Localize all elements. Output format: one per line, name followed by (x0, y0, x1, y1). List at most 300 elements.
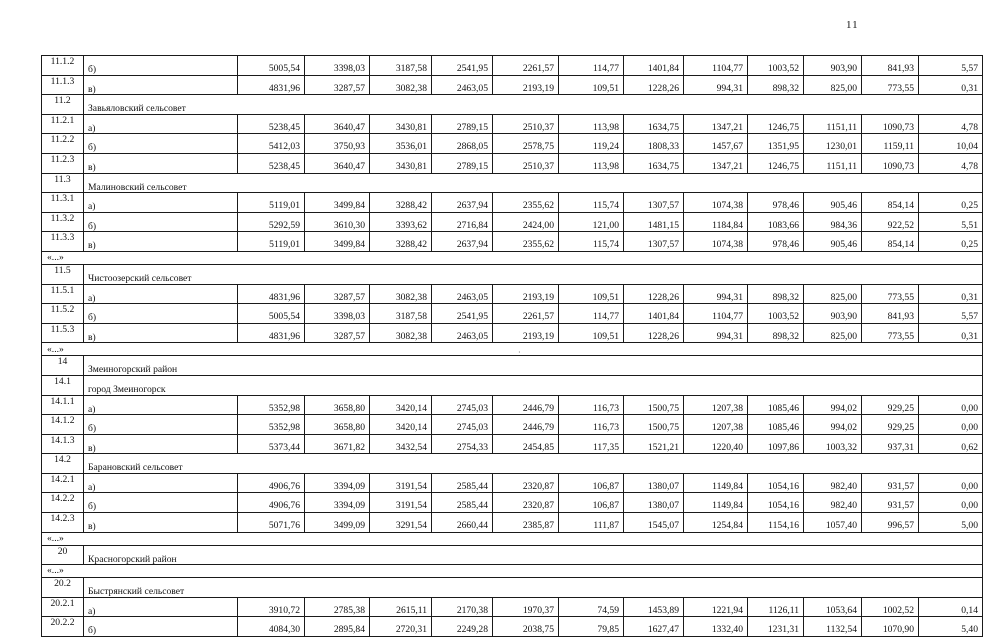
value-cell: 929,25 (862, 415, 919, 435)
section-title: город Змеиногорск (84, 375, 983, 395)
value-cell: 1159,11 (862, 134, 919, 154)
section-code: 11.3 (42, 173, 84, 193)
value-cell: 1090,73 (862, 114, 919, 134)
value-cell: 2463,05 (432, 75, 493, 95)
value-cell: 929,25 (862, 395, 919, 415)
value-cell: 854,14 (862, 193, 919, 213)
ellipsis-row (42, 251, 983, 264)
value-cell: 3287,57 (305, 75, 370, 95)
value-cell: 121,00 (559, 212, 624, 232)
value-cell: 1228,26 (624, 323, 684, 343)
page-number: 11 (846, 19, 859, 31)
value-cell: 0,31 (919, 75, 983, 95)
value-cell: 1521,21 (624, 434, 684, 454)
value-cell: 903,90 (804, 304, 862, 324)
value-cell: 79,85 (559, 617, 624, 637)
value-cell: 2789,15 (432, 114, 493, 134)
value-cell: 1090,73 (862, 153, 919, 173)
value-cell: 1808,33 (624, 134, 684, 154)
value-cell: 3640,47 (305, 153, 370, 173)
value-cell: 2785,38 (305, 597, 370, 617)
value-cell: 5005,54 (238, 56, 305, 76)
section-code: 20 (42, 545, 84, 565)
value-cell: 996,57 (862, 513, 919, 533)
value-cell: 1634,75 (624, 114, 684, 134)
value-cell: 1104,77 (684, 56, 748, 76)
section-heading-row (42, 578, 983, 598)
value-cell: 982,40 (804, 473, 862, 493)
table-row (42, 56, 983, 76)
row-code: 14.1.1 (42, 395, 84, 415)
value-cell: 3398,03 (305, 304, 370, 324)
value-cell: 2789,15 (432, 153, 493, 173)
value-cell: 905,46 (804, 193, 862, 213)
row-code: 11.3.2 (42, 212, 84, 232)
table-row (42, 134, 983, 154)
row-code: 11.1.3 (42, 75, 84, 95)
value-cell: 3499,09 (305, 513, 370, 533)
value-cell: 1053,64 (804, 597, 862, 617)
value-cell: 1246,75 (748, 153, 804, 173)
value-cell: 114,77 (559, 304, 624, 324)
value-cell: 3187,58 (370, 56, 432, 76)
value-cell: 0,00 (919, 415, 983, 435)
value-cell: 2249,28 (432, 617, 493, 637)
value-cell: 2454,85 (493, 434, 559, 454)
value-cell: 1457,67 (684, 134, 748, 154)
value-cell: 3499,84 (305, 193, 370, 213)
value-cell: 1307,57 (624, 232, 684, 252)
table-row (42, 323, 983, 343)
row-code: 14.1.2 (42, 415, 84, 435)
section-heading-row (42, 95, 983, 115)
section-title: Быстрянский сельсовет (84, 578, 983, 598)
value-cell: 2510,37 (493, 153, 559, 173)
value-cell: 1221,94 (684, 597, 748, 617)
row-code: 14.1.3 (42, 434, 84, 454)
value-cell: 2615,11 (370, 597, 432, 617)
value-cell: 2754,33 (432, 434, 493, 454)
section-code: 14 (42, 356, 84, 376)
value-cell: 1070,90 (862, 617, 919, 637)
value-cell: 978,46 (748, 193, 804, 213)
value-cell: 922,52 (862, 212, 919, 232)
table-row (42, 415, 983, 435)
value-cell: 1097,86 (748, 434, 804, 454)
table-row (42, 114, 983, 134)
ellipsis-marker: «...» (42, 565, 983, 578)
value-cell: 0,14 (919, 597, 983, 617)
value-cell: 5119,01 (238, 193, 305, 213)
value-cell: 3082,38 (370, 75, 432, 95)
value-cell: 109,51 (559, 323, 624, 343)
value-cell: 3671,82 (305, 434, 370, 454)
value-cell: 2261,57 (493, 56, 559, 76)
row-label: б) (84, 134, 238, 154)
value-cell: 1154,16 (748, 513, 804, 533)
value-cell: 2585,44 (432, 473, 493, 493)
value-cell: 2193,19 (493, 284, 559, 304)
table-row (42, 153, 983, 173)
value-cell: 1151,11 (804, 153, 862, 173)
value-cell: 3394,09 (305, 493, 370, 513)
value-cell: 109,51 (559, 284, 624, 304)
value-cell: 4906,76 (238, 493, 305, 513)
table-row (42, 617, 983, 637)
value-cell: 2355,62 (493, 193, 559, 213)
section-title: Барановский сельсовет (84, 454, 983, 474)
row-label: б) (84, 493, 238, 513)
section-title: Чистоозерский сельсовет (84, 264, 983, 284)
value-cell: 0,00 (919, 473, 983, 493)
row-label: а) (84, 597, 238, 617)
value-cell: 2320,87 (493, 473, 559, 493)
row-label: а) (84, 284, 238, 304)
row-label: б) (84, 212, 238, 232)
scan-speck: · (518, 348, 521, 357)
value-cell: 3430,81 (370, 153, 432, 173)
value-cell: 0,00 (919, 395, 983, 415)
value-cell: 3536,01 (370, 134, 432, 154)
row-label: а) (84, 473, 238, 493)
row-label: б) (84, 304, 238, 324)
value-cell: 905,46 (804, 232, 862, 252)
value-cell: 3658,80 (305, 415, 370, 435)
value-cell: 2541,95 (432, 304, 493, 324)
value-cell: 5412,03 (238, 134, 305, 154)
section-code: 20.2 (42, 578, 84, 598)
value-cell: 113,98 (559, 114, 624, 134)
value-cell: 1246,75 (748, 114, 804, 134)
value-cell: 3398,03 (305, 56, 370, 76)
value-cell: 994,31 (684, 284, 748, 304)
value-cell: 1149,84 (684, 473, 748, 493)
value-cell: 978,46 (748, 232, 804, 252)
row-code: 14.2.3 (42, 513, 84, 533)
value-cell: 3910,72 (238, 597, 305, 617)
ellipsis-row (42, 565, 983, 578)
value-cell: 5,57 (919, 56, 983, 76)
value-cell: 5238,45 (238, 114, 305, 134)
value-cell: 3499,84 (305, 232, 370, 252)
value-cell: 1054,16 (748, 473, 804, 493)
value-cell: 4,78 (919, 153, 983, 173)
value-cell: 1149,84 (684, 493, 748, 513)
section-heading-row (42, 264, 983, 284)
value-cell: 841,93 (862, 56, 919, 76)
section-heading-row (42, 356, 983, 376)
value-cell: 1074,38 (684, 193, 748, 213)
value-cell: 2510,37 (493, 114, 559, 134)
value-cell: 984,36 (804, 212, 862, 232)
value-cell: 4,78 (919, 114, 983, 134)
table-row (42, 212, 983, 232)
value-cell: 2170,38 (432, 597, 493, 617)
section-code: 14.1 (42, 375, 84, 395)
value-cell: 898,32 (748, 75, 804, 95)
value-cell: 1380,07 (624, 473, 684, 493)
row-code: 11.5.2 (42, 304, 84, 324)
value-cell: 5005,54 (238, 304, 305, 324)
value-cell: 994,31 (684, 323, 748, 343)
value-cell: 2355,62 (493, 232, 559, 252)
value-cell: 1003,32 (804, 434, 862, 454)
value-cell: 2463,05 (432, 323, 493, 343)
ellipsis-row (42, 343, 983, 356)
value-cell: 0,62 (919, 434, 983, 454)
value-cell: 1228,26 (624, 75, 684, 95)
value-cell: 3610,30 (305, 212, 370, 232)
value-cell: 10,04 (919, 134, 983, 154)
value-cell: 3187,58 (370, 304, 432, 324)
value-cell: 2385,87 (493, 513, 559, 533)
value-cell: 111,87 (559, 513, 624, 533)
value-cell: 0,31 (919, 323, 983, 343)
row-code: 11.2.2 (42, 134, 84, 154)
value-cell: 109,51 (559, 75, 624, 95)
value-cell: 5119,01 (238, 232, 305, 252)
value-cell: 1401,84 (624, 56, 684, 76)
value-cell: 1230,01 (804, 134, 862, 154)
value-cell: 1453,89 (624, 597, 684, 617)
value-cell: 1347,21 (684, 153, 748, 173)
value-cell: 1970,37 (493, 597, 559, 617)
table-row (42, 473, 983, 493)
value-cell: 5292,59 (238, 212, 305, 232)
table-row (42, 513, 983, 533)
row-label: в) (84, 323, 238, 343)
value-cell: 1057,40 (804, 513, 862, 533)
row-code: 11.1.2 (42, 56, 84, 76)
value-cell: 3291,54 (370, 513, 432, 533)
value-cell: 1003,52 (748, 56, 804, 76)
value-cell: 1500,75 (624, 415, 684, 435)
value-cell: 4906,76 (238, 473, 305, 493)
row-label: б) (84, 415, 238, 435)
value-cell: 3288,42 (370, 193, 432, 213)
value-cell: 117,35 (559, 434, 624, 454)
value-cell: 3393,62 (370, 212, 432, 232)
value-cell: 2193,19 (493, 323, 559, 343)
value-cell: 115,74 (559, 193, 624, 213)
value-cell: 1347,21 (684, 114, 748, 134)
value-cell: 854,14 (862, 232, 919, 252)
value-cell: 2261,57 (493, 304, 559, 324)
value-cell: 1074,38 (684, 232, 748, 252)
value-cell: 1083,66 (748, 212, 804, 232)
value-cell: 3191,54 (370, 493, 432, 513)
value-cell: 1085,46 (748, 415, 804, 435)
value-cell: 2320,87 (493, 493, 559, 513)
value-cell: 1002,52 (862, 597, 919, 617)
value-cell: 2446,79 (493, 415, 559, 435)
value-cell: 106,87 (559, 493, 624, 513)
value-cell: 3191,54 (370, 473, 432, 493)
value-cell: 3287,57 (305, 284, 370, 304)
value-cell: 3420,14 (370, 415, 432, 435)
value-cell: 4831,96 (238, 284, 305, 304)
row-code: 11.3.3 (42, 232, 84, 252)
value-cell: 1085,46 (748, 395, 804, 415)
value-cell: 3287,57 (305, 323, 370, 343)
value-cell: 1401,84 (624, 304, 684, 324)
table-row (42, 434, 983, 454)
value-cell: 5,57 (919, 304, 983, 324)
value-cell: 2895,84 (305, 617, 370, 637)
table-body (42, 56, 983, 637)
value-cell: 1332,40 (684, 617, 748, 637)
table-row (42, 395, 983, 415)
value-cell: 2038,75 (493, 617, 559, 637)
value-cell: 2716,84 (432, 212, 493, 232)
value-cell: 113,98 (559, 153, 624, 173)
value-cell: 3082,38 (370, 323, 432, 343)
value-cell: 825,00 (804, 75, 862, 95)
row-label: в) (84, 434, 238, 454)
value-cell: 931,57 (862, 493, 919, 513)
value-cell: 1545,07 (624, 513, 684, 533)
section-code: 11.5 (42, 264, 84, 284)
row-code: 14.2.2 (42, 493, 84, 513)
value-cell: 1220,40 (684, 434, 748, 454)
value-cell: 5,40 (919, 617, 983, 637)
row-code: 11.5.3 (42, 323, 84, 343)
value-cell: 5352,98 (238, 395, 305, 415)
table-row (42, 193, 983, 213)
value-cell: 1351,95 (748, 134, 804, 154)
value-cell: 2585,44 (432, 493, 493, 513)
value-cell: 1634,75 (624, 153, 684, 173)
value-cell: 3394,09 (305, 473, 370, 493)
value-cell: 982,40 (804, 493, 862, 513)
value-cell: 898,32 (748, 284, 804, 304)
value-cell: 825,00 (804, 284, 862, 304)
value-cell: 1003,52 (748, 304, 804, 324)
value-cell: 114,77 (559, 56, 624, 76)
value-cell: 106,87 (559, 473, 624, 493)
value-cell: 2463,05 (432, 284, 493, 304)
value-cell: 937,31 (862, 434, 919, 454)
value-cell: 2637,94 (432, 193, 493, 213)
row-label: а) (84, 395, 238, 415)
row-label: в) (84, 232, 238, 252)
value-cell: 3430,81 (370, 114, 432, 134)
row-label: в) (84, 513, 238, 533)
value-cell: 1126,11 (748, 597, 804, 617)
value-cell: 3420,14 (370, 395, 432, 415)
table-row (42, 284, 983, 304)
table-row (42, 232, 983, 252)
value-cell: 773,55 (862, 284, 919, 304)
value-cell: 2745,03 (432, 415, 493, 435)
value-cell: 5352,98 (238, 415, 305, 435)
value-cell: 773,55 (862, 75, 919, 95)
value-cell: 1054,16 (748, 493, 804, 513)
tariff-table-container (41, 55, 978, 637)
value-cell: 3750,93 (305, 134, 370, 154)
ellipsis-marker: «...» (42, 343, 983, 356)
value-cell: 2720,31 (370, 617, 432, 637)
value-cell: 1207,38 (684, 395, 748, 415)
value-cell: 1254,84 (684, 513, 748, 533)
ellipsis-marker: «...» (42, 251, 983, 264)
table-row (42, 493, 983, 513)
value-cell: 1132,54 (804, 617, 862, 637)
row-code: 11.3.1 (42, 193, 84, 213)
section-heading-row (42, 454, 983, 474)
row-code: 11.2.1 (42, 114, 84, 134)
value-cell: 2193,19 (493, 75, 559, 95)
section-title: Змеиногорский район (84, 356, 983, 376)
value-cell: 1184,84 (684, 212, 748, 232)
value-cell: 2745,03 (432, 395, 493, 415)
value-cell: 2541,95 (432, 56, 493, 76)
value-cell: 1228,26 (624, 284, 684, 304)
value-cell: 1104,77 (684, 304, 748, 324)
row-label: в) (84, 75, 238, 95)
row-code: 11.2.3 (42, 153, 84, 173)
value-cell: 2446,79 (493, 395, 559, 415)
row-label: в) (84, 153, 238, 173)
value-cell: 1207,38 (684, 415, 748, 435)
row-code: 11.5.1 (42, 284, 84, 304)
ellipsis-marker: «...» (42, 532, 983, 545)
value-cell: 898,32 (748, 323, 804, 343)
section-heading-row (42, 545, 983, 565)
value-cell: 5373,44 (238, 434, 305, 454)
value-cell: 3432,54 (370, 434, 432, 454)
value-cell: 2660,44 (432, 513, 493, 533)
value-cell: 3658,80 (305, 395, 370, 415)
value-cell: 2868,05 (432, 134, 493, 154)
value-cell: 2637,94 (432, 232, 493, 252)
table-row (42, 597, 983, 617)
value-cell: 1231,31 (748, 617, 804, 637)
value-cell: 903,90 (804, 56, 862, 76)
value-cell: 1627,47 (624, 617, 684, 637)
table-row (42, 75, 983, 95)
value-cell: 825,00 (804, 323, 862, 343)
value-cell: 4831,96 (238, 323, 305, 343)
value-cell: 4831,96 (238, 75, 305, 95)
value-cell: 0,25 (919, 193, 983, 213)
section-heading-row (42, 375, 983, 395)
value-cell: 2424,00 (493, 212, 559, 232)
row-label: б) (84, 56, 238, 76)
section-code: 14.2 (42, 454, 84, 474)
value-cell: 116,73 (559, 415, 624, 435)
value-cell: 5,51 (919, 212, 983, 232)
value-cell: 994,02 (804, 395, 862, 415)
section-title: Завьяловский сельсовет (84, 95, 983, 115)
section-title: Красногорский район (84, 545, 983, 565)
value-cell: 5071,76 (238, 513, 305, 533)
value-cell: 1307,57 (624, 193, 684, 213)
section-code: 11.2 (42, 95, 84, 115)
section-title: Малиновский сельсовет (84, 173, 983, 193)
value-cell: 1380,07 (624, 493, 684, 513)
value-cell: 3288,42 (370, 232, 432, 252)
value-cell: 4084,30 (238, 617, 305, 637)
value-cell: 994,02 (804, 415, 862, 435)
value-cell: 0,31 (919, 284, 983, 304)
row-code: 20.2.1 (42, 597, 84, 617)
value-cell: 1500,75 (624, 395, 684, 415)
value-cell: 994,31 (684, 75, 748, 95)
tariff-table (41, 55, 983, 637)
value-cell: 1481,15 (624, 212, 684, 232)
row-label: б) (84, 617, 238, 637)
